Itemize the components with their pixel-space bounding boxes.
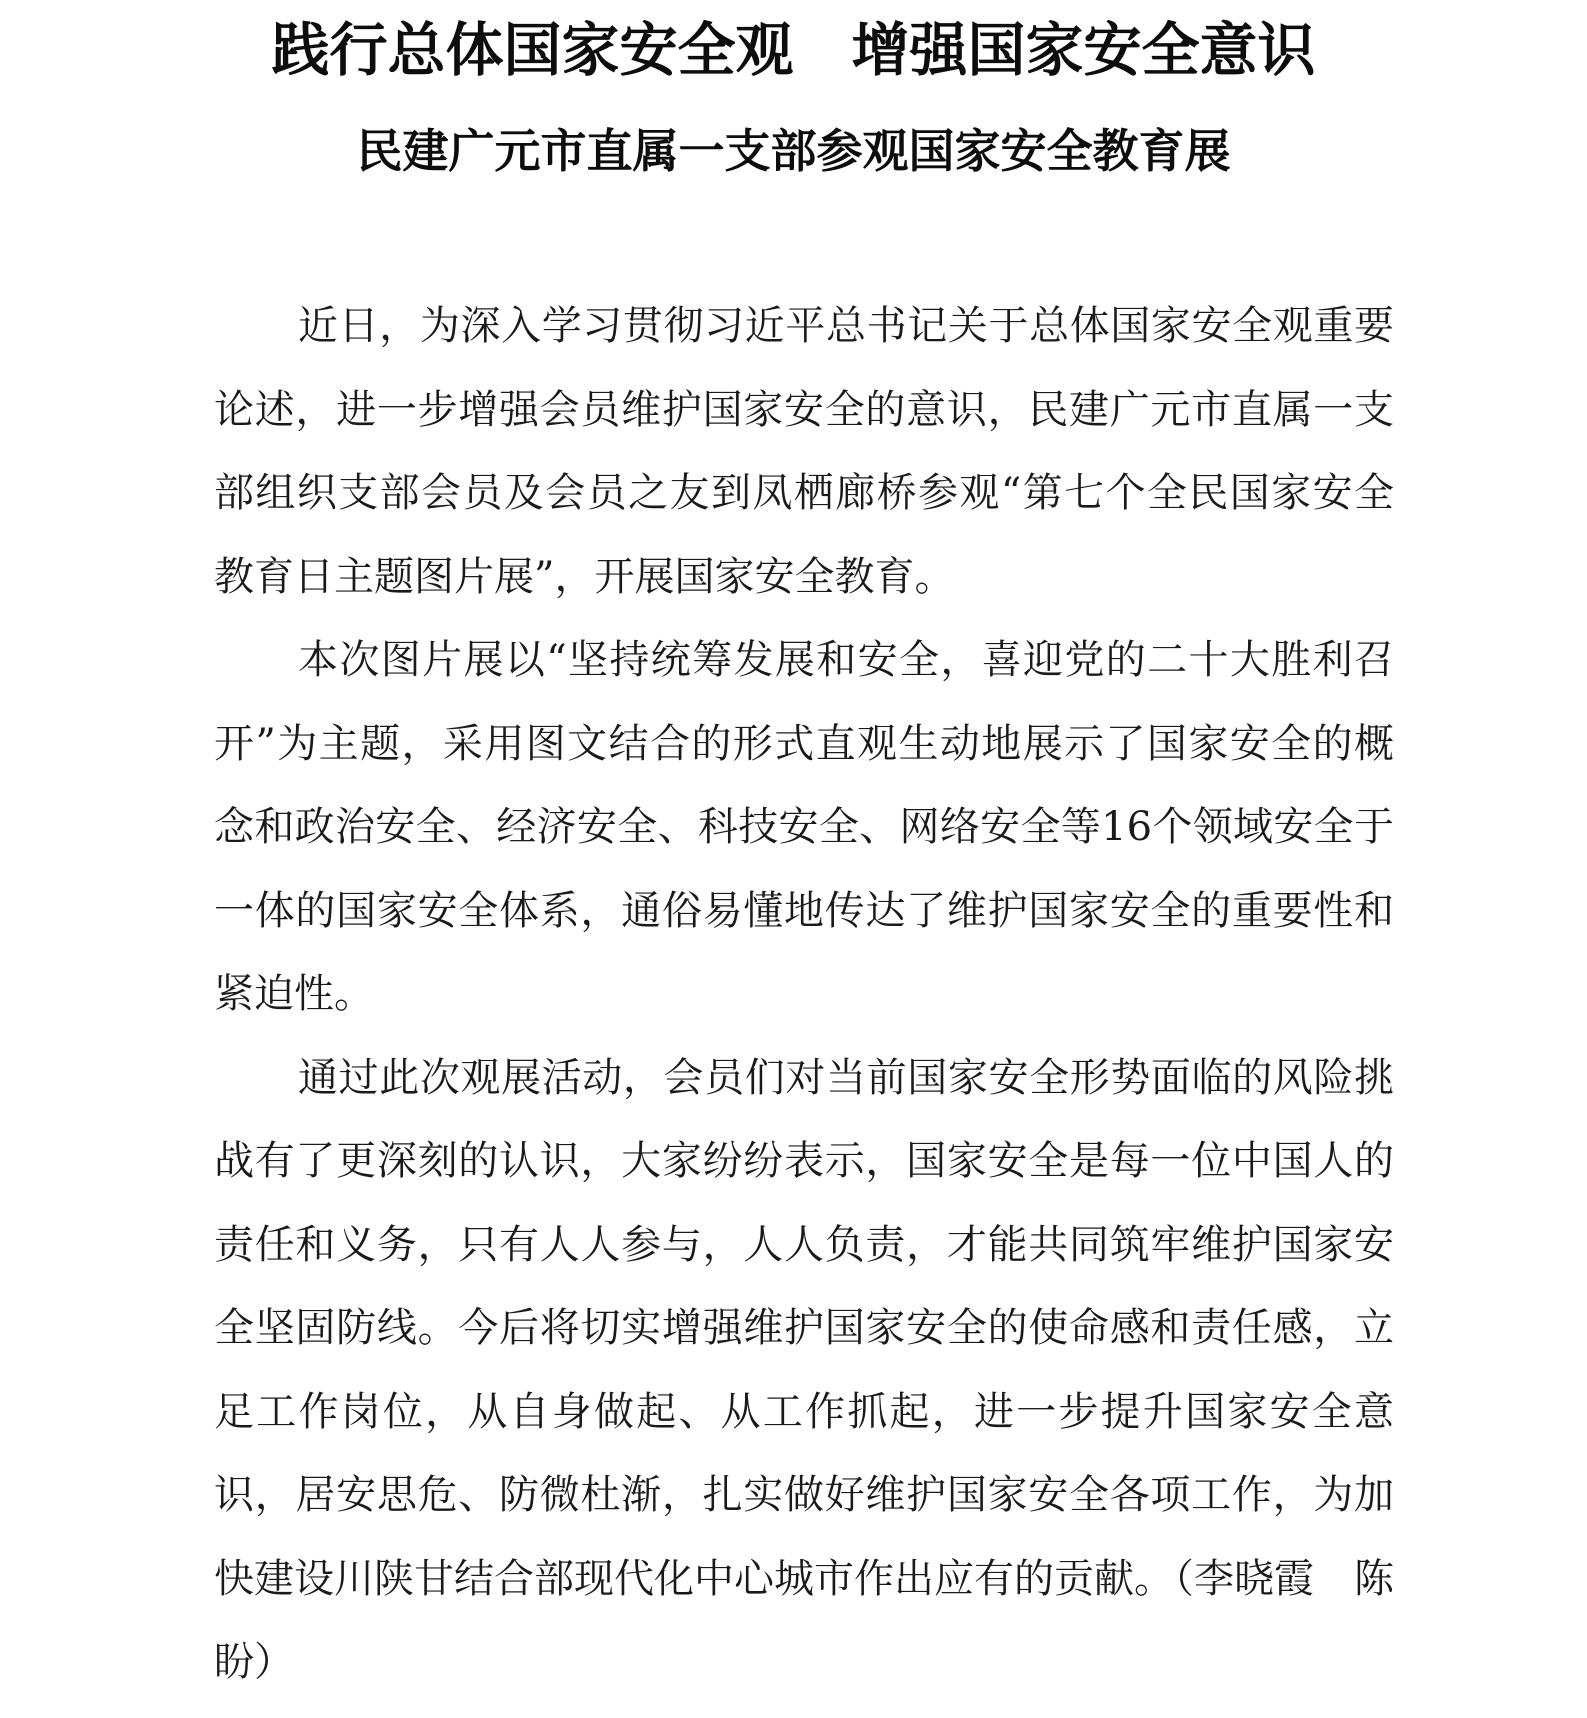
document-title: 践行总体国家安全观 增强国家安全意识 bbox=[271, 16, 1316, 84]
body-paragraph: 通过此次观展活动，会员们对当前国家安全形势面临的风险挑战有了更深刻的认识，大家纷纷表示，国家安全是每一位中国人的责任和义务，只有人人参与，人人负责，才能共同筑牢维护国家安全坚固防线。今后将切实增强维护国家安全的使命感和责任感，立足工作岗位，从自身做起、从工作抓起，进一步提升国家安全意识，居安思危、防微杜渐，扎实做好维护国家安全各项工作，为加快建设川陕甘结合部现代化中心城市作出应有的贡献。（李晓霞 陈盼） bbox=[214, 1054, 1394, 1685]
body-paragraph: 近日，为深入学习贯彻习近平总书记关于总体国家安全观重要论述，进一步增强会员维护国家安全的意识，民建广元市直属一支部组织支部会员及会员之友到凤栖廊桥参观“第七个全民国家安全教育日主题图片展”，开展国家安全教育。 bbox=[214, 303, 1394, 600]
body-paragraph: 本次图片展以“坚持统筹发展和安全，喜迎党的二十大胜利召开”为主题，采用图文结合的形式直观生动地展示了国家安全的概念和政治安全、经济安全、科技安全、网络安全等16个领域安全于一体的国家安全体系，通俗易懂地传达了维护国家安全的重要性和紧迫性。 bbox=[214, 637, 1394, 1017]
document-subtitle: 民建广元市直属一支部参观国家安全教育展 bbox=[356, 124, 1231, 178]
document-body bbox=[214, 285, 1394, 1705]
